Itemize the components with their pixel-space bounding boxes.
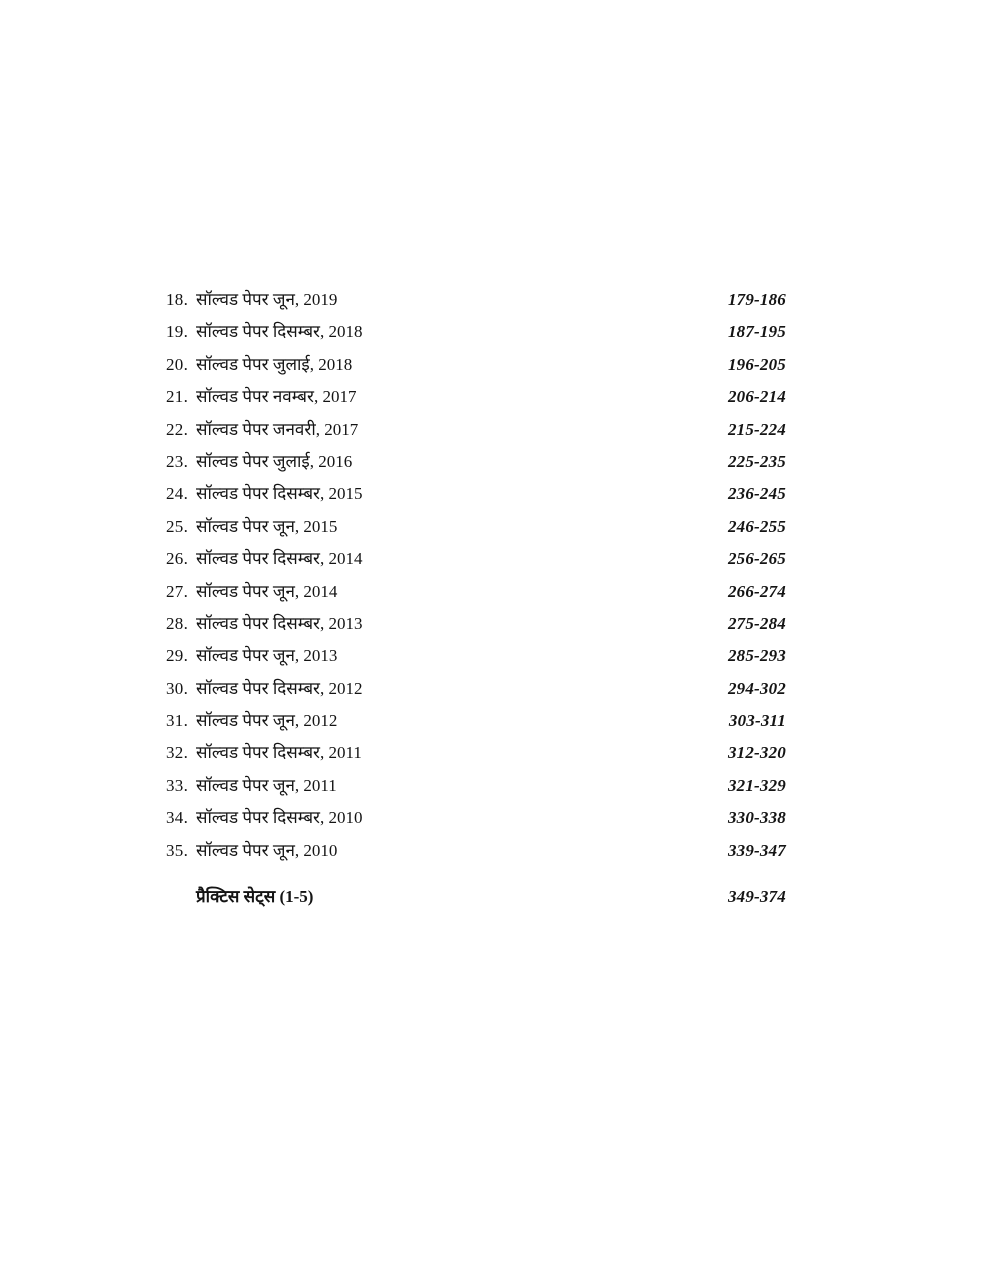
toc-entry-row xyxy=(166,611,786,643)
entry-page-range: 285-293 xyxy=(727,646,786,666)
toc-entry-row xyxy=(166,805,786,837)
toc-entry-row xyxy=(166,352,786,384)
toc-entry-row xyxy=(166,319,786,351)
toc-entry-row xyxy=(166,514,786,546)
entry-title: सॉल्वड पेपर जून, 2015 xyxy=(196,516,338,536)
toc-entry-row xyxy=(166,838,786,870)
entry-page-range: 339-347 xyxy=(727,840,786,860)
entry-title: सॉल्वड पेपर दिसम्बर, 2011 xyxy=(196,743,362,763)
entry-number: 22. xyxy=(166,419,189,439)
entry-page-range: 312-320 xyxy=(727,743,786,763)
entry-title: सॉल्वड पेपर दिसम्बर, 2013 xyxy=(196,613,363,633)
toc-entry-row xyxy=(166,579,786,611)
entry-number: 21. xyxy=(166,387,189,407)
toc-entry-list xyxy=(166,287,786,870)
entry-number: 19. xyxy=(166,322,189,342)
entry-page-range: 330-338 xyxy=(727,808,786,828)
entry-number: 25. xyxy=(166,516,189,536)
toc-entry-row xyxy=(166,384,786,416)
entry-title: सॉल्वड पेपर जून, 2014 xyxy=(196,581,338,601)
practice-sets-page-range: 349-374 xyxy=(727,886,786,906)
toc-entry-row xyxy=(166,708,786,740)
entry-title: सॉल्वड पेपर दिसम्बर, 2010 xyxy=(196,808,363,828)
entry-page-range: 246-255 xyxy=(727,516,786,536)
entry-title: सॉल्वड पेपर दिसम्बर, 2015 xyxy=(196,484,363,504)
entry-title: सॉल्वड पेपर दिसम्बर, 2014 xyxy=(196,549,363,569)
entry-number: 29. xyxy=(166,646,189,666)
toc-entry-row xyxy=(166,773,786,805)
entry-number: 26. xyxy=(166,549,189,569)
entry-number: 24. xyxy=(166,484,189,504)
entry-page-range: 303-311 xyxy=(728,711,786,731)
entry-page-range: 294-302 xyxy=(727,678,786,698)
entry-title: सॉल्वड पेपर दिसम्बर, 2018 xyxy=(196,322,363,342)
entry-number: 23. xyxy=(166,451,189,471)
entry-number: 31. xyxy=(166,711,189,731)
toc-entry-row xyxy=(166,417,786,449)
toc-entry-row xyxy=(166,546,786,578)
entry-page-range: 321-329 xyxy=(727,775,786,795)
entry-page-range: 225-235 xyxy=(727,451,786,471)
entry-number: 18. xyxy=(166,290,189,309)
entry-page-range: 206-214 xyxy=(727,387,786,407)
entry-number: 33. xyxy=(166,775,189,795)
entry-title: सॉल्वड पेपर जनवरी, 2017 xyxy=(196,419,359,439)
toc-entry-row xyxy=(166,287,786,319)
entry-title: सॉल्वड पेपर जून, 2010 xyxy=(196,840,338,860)
entry-page-range: 179-186 xyxy=(727,290,786,309)
entry-number: 20. xyxy=(166,354,189,374)
entry-page-range: 187-195 xyxy=(727,322,786,342)
entry-page-range: 236-245 xyxy=(727,484,786,504)
entry-title: सॉल्वड पेपर नवम्बर, 2017 xyxy=(196,387,357,407)
toc-footer-row xyxy=(166,884,786,916)
entry-title: सॉल्वड पेपर जून, 2013 xyxy=(196,646,338,666)
entry-number: 27. xyxy=(166,581,189,601)
entry-number: 30. xyxy=(166,678,189,698)
practice-sets-label: प्रैक्टिस सेट्स (1-5) xyxy=(196,886,314,906)
entry-number: 35. xyxy=(166,840,189,860)
entry-number: 32. xyxy=(166,743,189,763)
entry-title: सॉल्वड पेपर दिसम्बर, 2012 xyxy=(196,678,363,698)
entry-title: सॉल्वड पेपर जून, 2019 xyxy=(196,290,338,309)
toc-entry-row xyxy=(166,740,786,772)
entry-title: सॉल्वड पेपर जुलाई, 2018 xyxy=(196,354,353,374)
table-of-contents xyxy=(166,287,786,916)
toc-entry-row xyxy=(166,449,786,481)
entry-page-range: 215-224 xyxy=(727,419,786,439)
entry-number: 28. xyxy=(166,613,189,633)
entry-title: सॉल्वड पेपर जून, 2011 xyxy=(196,775,337,795)
entry-number: 34. xyxy=(166,808,189,828)
entry-page-range: 275-284 xyxy=(727,613,786,633)
entry-page-range: 196-205 xyxy=(727,354,786,374)
toc-entry-row xyxy=(166,643,786,675)
entry-title: सॉल्वड पेपर जून, 2012 xyxy=(196,711,338,731)
entry-title: सॉल्वड पेपर जुलाई, 2016 xyxy=(196,451,353,471)
entry-page-range: 266-274 xyxy=(727,581,786,601)
toc-entry-row xyxy=(166,481,786,513)
entry-page-range: 256-265 xyxy=(727,549,786,569)
toc-entry-row xyxy=(166,676,786,708)
